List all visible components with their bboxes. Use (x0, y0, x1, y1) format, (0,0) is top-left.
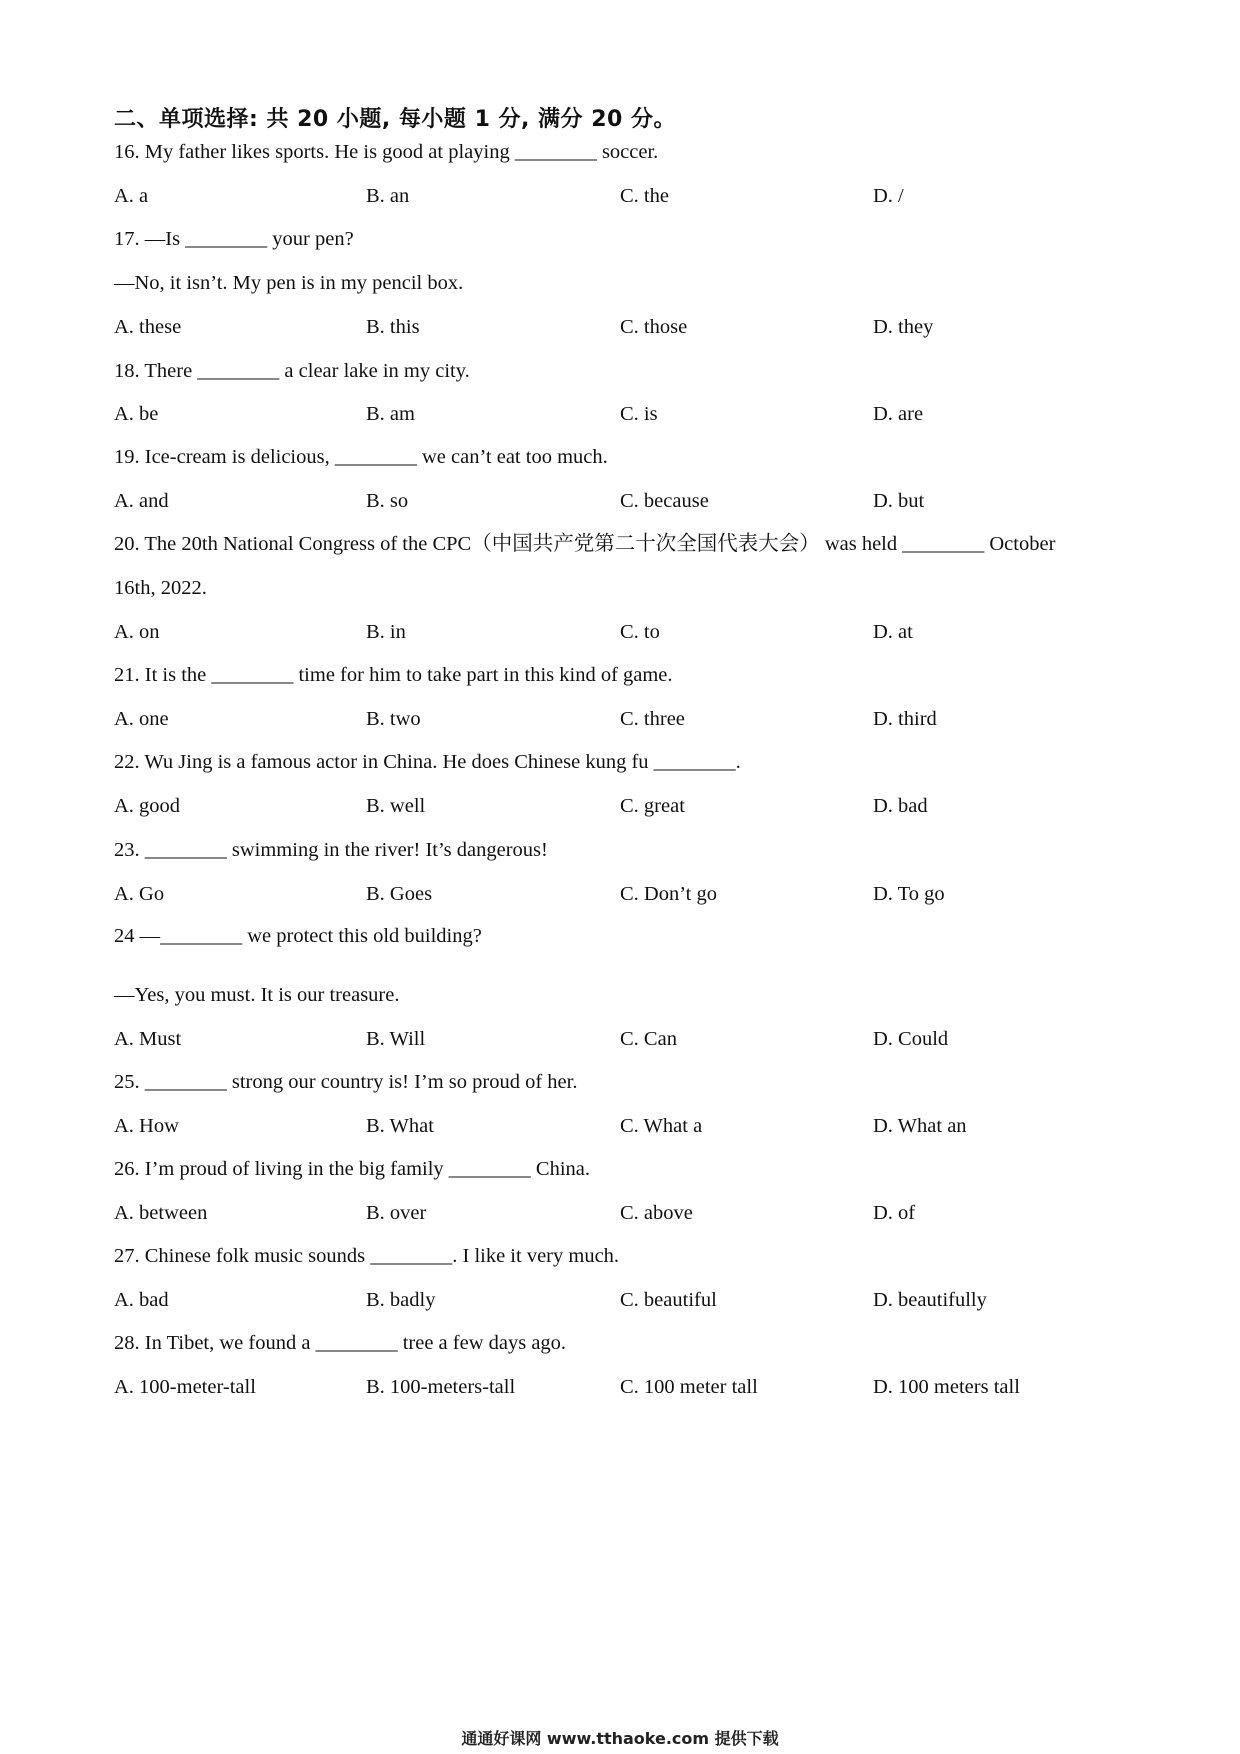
option-c[interactable]: C. Don’t go (620, 883, 718, 905)
option-b[interactable]: B. so (366, 490, 409, 512)
option-a[interactable]: A. be (114, 403, 159, 425)
option-a[interactable]: A. between (114, 1202, 208, 1224)
option-b[interactable]: B. Will (366, 1028, 426, 1050)
option-b[interactable]: B. well (366, 795, 426, 817)
option-d[interactable]: D. bad (873, 795, 928, 817)
option-c[interactable]: C. What a (620, 1115, 703, 1137)
question-22-line-1: 22. Wu Jing is a famous actor in China. He does Chinese kung fu ________. (114, 751, 741, 773)
option-a[interactable]: A. How (114, 1115, 179, 1137)
question-16-line-1: 16. My father likes sports. He is good at playing ________ soccer. (114, 141, 659, 163)
option-b[interactable]: B. over (366, 1202, 427, 1224)
option-d[interactable]: D. / (873, 185, 904, 207)
option-d[interactable]: D. beautifully (873, 1289, 987, 1311)
option-a[interactable]: A. 100-meter-tall (114, 1376, 256, 1398)
question-20-line-1: 20. The 20th National Congress of the CPC（中国共产党第二十次全国代表大会） was held ________ October (114, 533, 1056, 555)
question-25-line-1: 25. ________ strong our country is! I’m so proud of her. (114, 1071, 578, 1093)
option-c[interactable]: C. 100 meter tall (620, 1376, 758, 1398)
question-21-line-1: 21. It is the ________ time for him to take part in this kind of game. (114, 664, 673, 686)
question-28-line-1: 28. In Tibet, we found a ________ tree a few days ago. (114, 1332, 567, 1354)
option-c[interactable]: C. three (620, 708, 685, 730)
option-b[interactable]: B. two (366, 708, 421, 730)
option-b[interactable]: B. What (366, 1115, 434, 1137)
option-d[interactable]: D. third (873, 708, 937, 730)
question-27-line-1: 27. Chinese folk music sounds ________. I like it very much. (114, 1245, 620, 1267)
option-b[interactable]: B. Goes (366, 883, 433, 905)
page-footer: 通通好课网 www.tthaoke.com 提供下载 (461, 1729, 779, 1748)
option-d[interactable]: D. but (873, 490, 925, 512)
option-c[interactable]: C. great (620, 795, 685, 817)
option-a[interactable]: A. bad (114, 1289, 169, 1311)
option-a[interactable]: A. one (114, 708, 169, 730)
option-d[interactable]: D. at (873, 621, 913, 643)
option-c[interactable]: C. Can (620, 1028, 677, 1050)
question-24-line-1: 24 —________ we protect this old building? (114, 925, 482, 947)
option-b[interactable]: B. badly (366, 1289, 436, 1311)
option-c[interactable]: C. beautiful (620, 1289, 717, 1311)
option-b[interactable]: B. in (366, 621, 406, 643)
option-d[interactable]: D. To go (873, 883, 945, 905)
option-d[interactable]: D. of (873, 1202, 916, 1224)
option-c[interactable]: C. to (620, 621, 660, 643)
option-a[interactable]: A. these (114, 316, 182, 338)
option-a[interactable]: A. a (114, 185, 149, 207)
option-a[interactable]: A. on (114, 621, 160, 643)
option-c[interactable]: C. those (620, 316, 688, 338)
option-a[interactable]: A. and (114, 490, 169, 512)
option-c[interactable]: C. because (620, 490, 709, 512)
option-a[interactable]: A. Go (114, 883, 165, 905)
option-d[interactable]: D. Could (873, 1028, 949, 1050)
option-a[interactable]: A. Must (114, 1028, 182, 1050)
option-b[interactable]: B. this (366, 316, 420, 338)
option-c[interactable]: C. the (620, 185, 669, 207)
option-c[interactable]: C. is (620, 403, 658, 425)
option-c[interactable]: C. above (620, 1202, 693, 1224)
question-18-line-1: 18. There ________ a clear lake in my city. (114, 360, 470, 382)
question-17-line-2: —No, it isn’t. My pen is in my pencil box. (114, 272, 464, 294)
question-23-line-1: 23. ________ swimming in the river! It’s dangerous! (114, 839, 548, 861)
question-26-line-1: 26. I’m proud of living in the big family ________ China. (114, 1158, 591, 1180)
option-a[interactable]: A. good (114, 795, 181, 817)
question-24-line-2: —Yes, you must. It is our treasure. (114, 984, 400, 1006)
option-d[interactable]: D. they (873, 316, 934, 338)
option-d[interactable]: D. are (873, 403, 924, 425)
option-b[interactable]: B. 100-meters-tall (366, 1376, 516, 1398)
option-d[interactable]: D. 100 meters tall (873, 1376, 1020, 1398)
option-d[interactable]: D. What an (873, 1115, 967, 1137)
question-19-line-1: 19. Ice-cream is delicious, ________ we can’t eat too much. (114, 446, 608, 468)
section-heading: 二、单项选择: 共 20 小题, 每小题 1 分, 满分 20 分。 (114, 107, 676, 132)
question-17-line-1: 17. —Is ________ your pen? (114, 228, 354, 250)
question-20-line-2: 16th, 2022. (114, 577, 207, 599)
option-b[interactable]: B. an (366, 185, 410, 207)
option-b[interactable]: B. am (366, 403, 415, 425)
